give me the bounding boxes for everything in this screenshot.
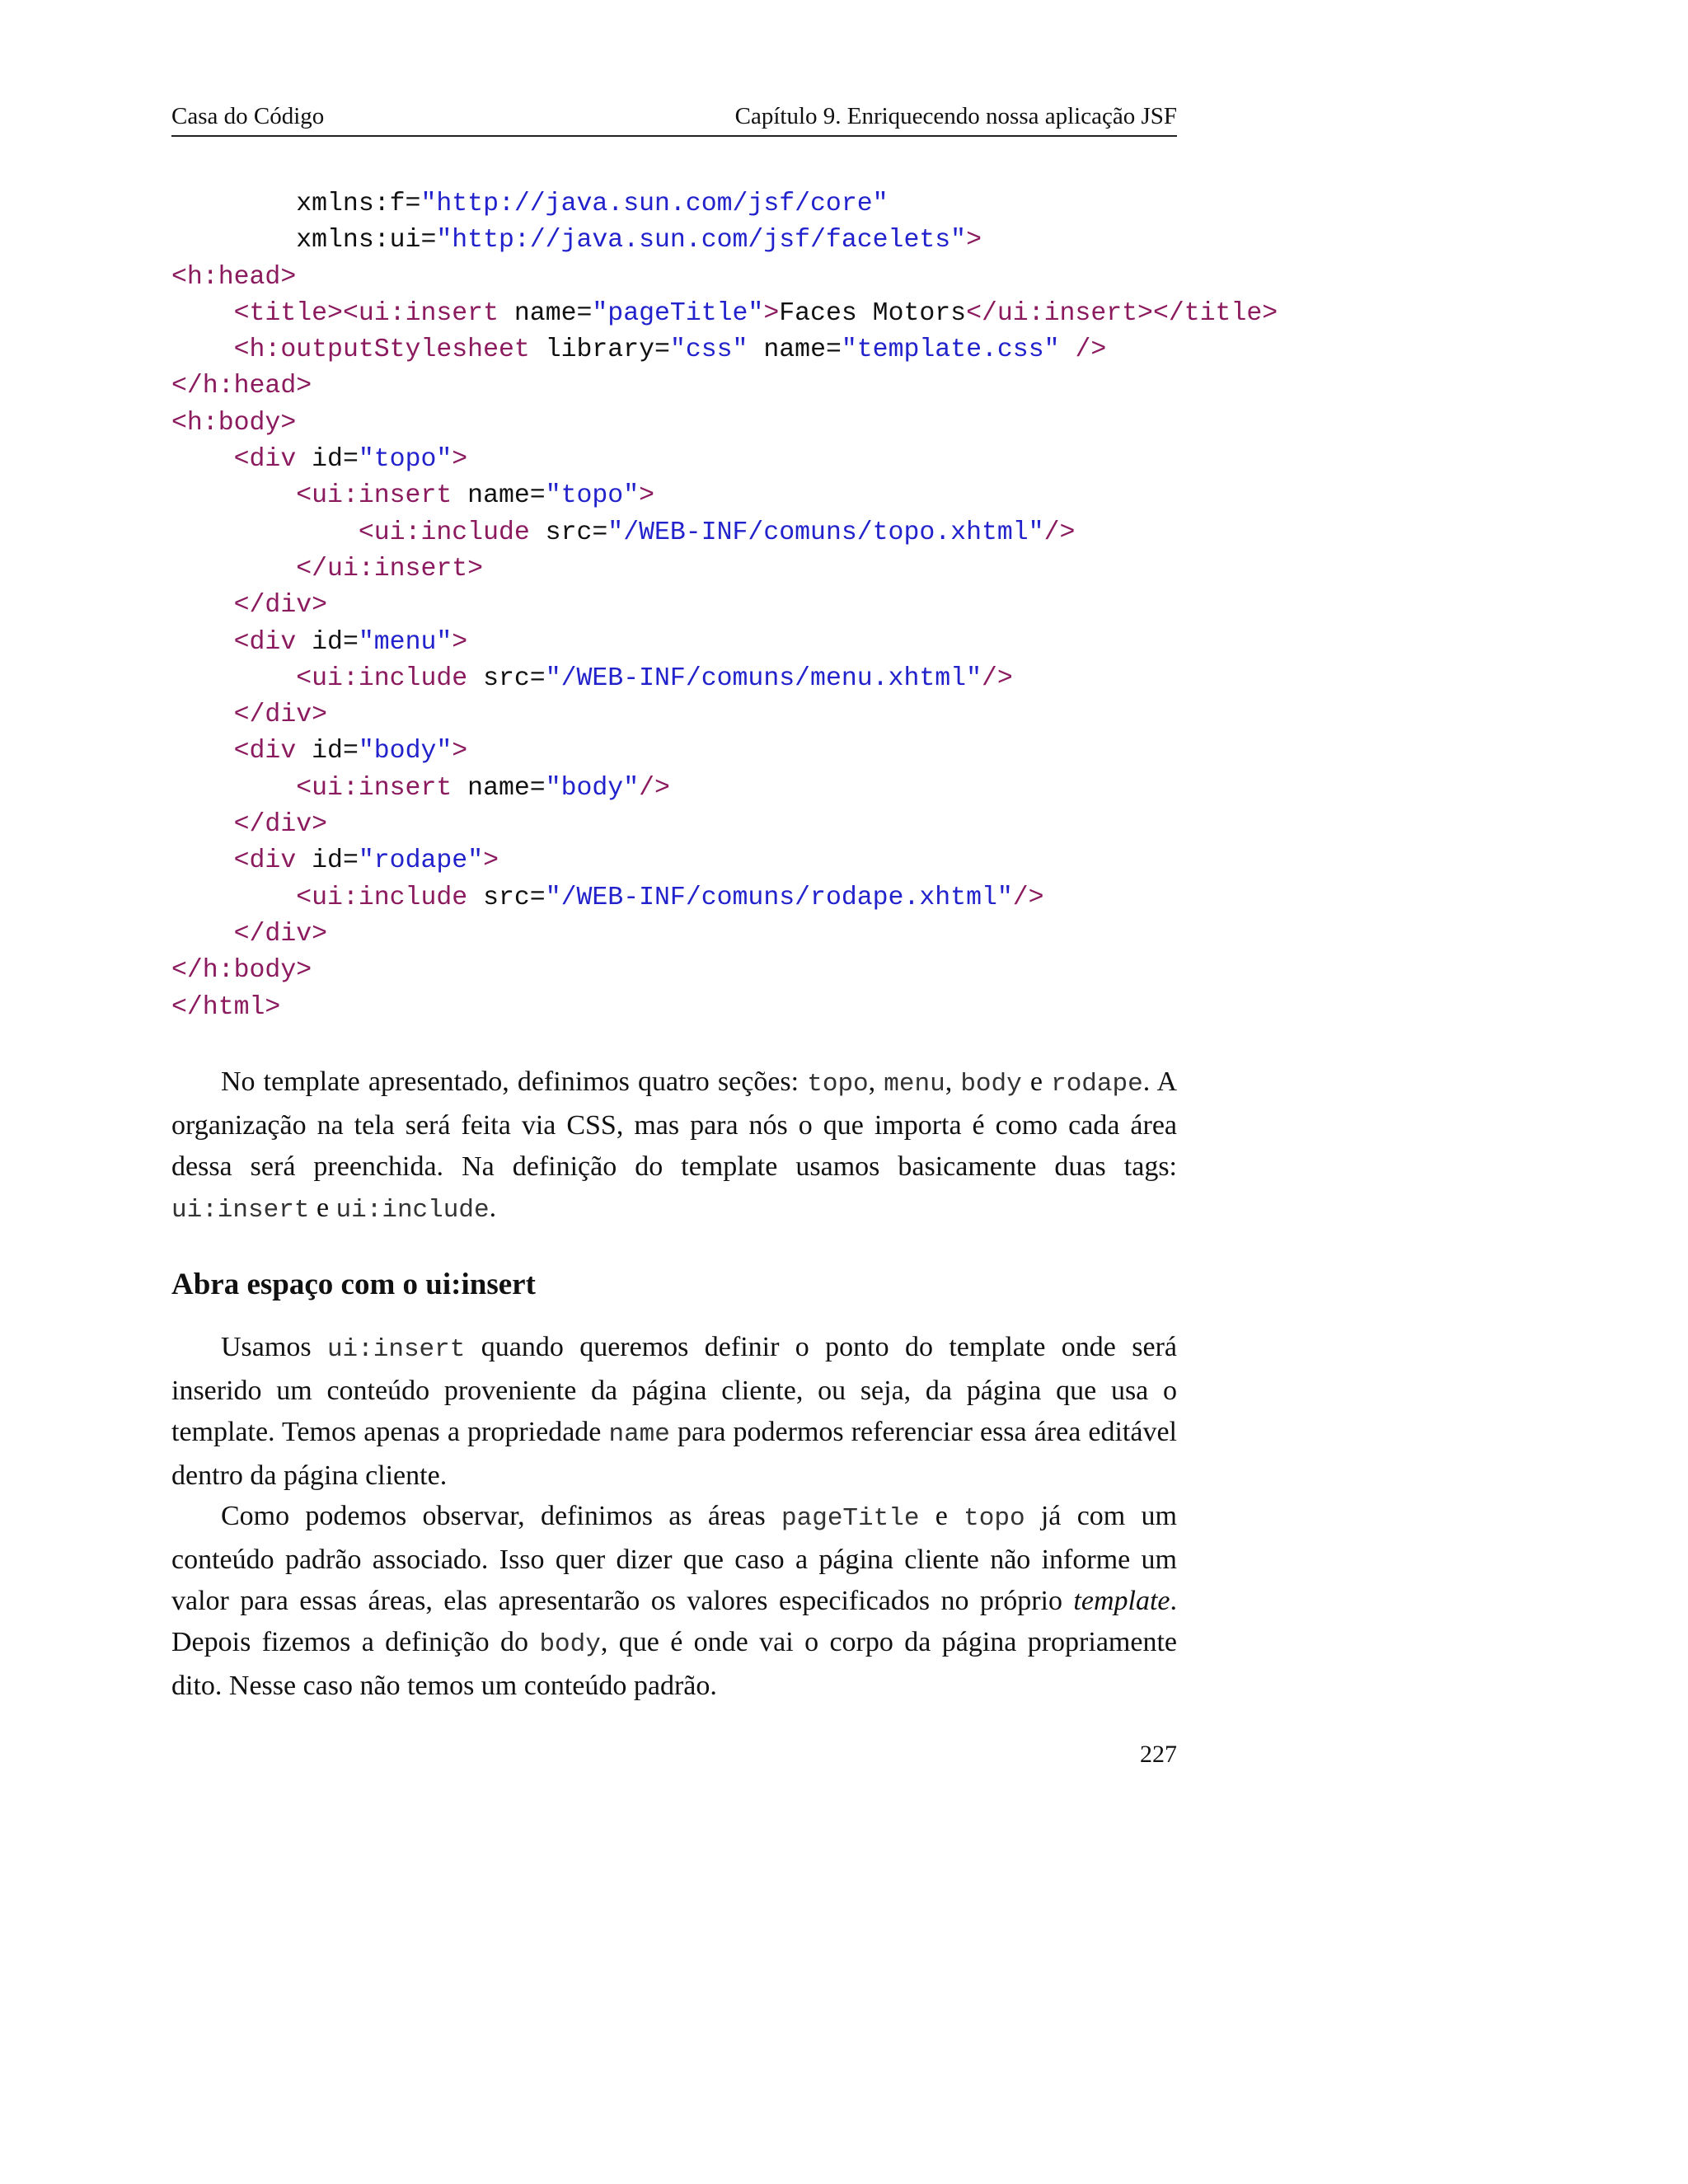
- text-run: ,: [868, 1066, 884, 1097]
- page-number: 227: [1140, 1741, 1177, 1768]
- emphasis: template: [1073, 1586, 1170, 1616]
- text-run: ,: [945, 1066, 961, 1097]
- text-run: para podermos referenciar essa área editável dentro da página cliente.: [171, 1417, 1177, 1491]
- inline-code: menu: [884, 1070, 945, 1099]
- code-line: </div>: [233, 591, 328, 621]
- code-line: </div>: [233, 919, 328, 949]
- text-run: Usamos: [221, 1332, 327, 1362]
- code-line: <h:body>: [171, 408, 297, 438]
- paragraph-default-content: [171, 1496, 1177, 1707]
- inline-code: name: [608, 1420, 670, 1449]
- inline-code: topo: [964, 1504, 1025, 1533]
- header-chapter-title: Capítulo 9. Enriquecendo nossa aplicação JSF: [734, 103, 1177, 129]
- text-run: e: [919, 1501, 964, 1531]
- code-line: <div id="menu">: [233, 627, 468, 657]
- code-line: <ui:insert name="topo">: [296, 481, 655, 511]
- text-run: quando queremos definir o ponto do template onde será inserido um conteúdo proveniente da página cliente, ou seja, da página que usa o template. Temos apenas a propriedade: [171, 1332, 1177, 1447]
- text-run: Como podemos observar, definimos as áreas: [221, 1501, 782, 1531]
- code-line: </div>: [233, 810, 328, 840]
- code-line: </div>: [233, 701, 328, 730]
- header-book-title: Casa do Código: [171, 103, 325, 129]
- code-line: </html>: [171, 992, 281, 1022]
- paragraph-sections-intro: [171, 1062, 1177, 1231]
- code-line: <ui:include src="/WEB-INF/comuns/menu.xhtml"/>: [296, 663, 1013, 693]
- inline-code: ui:insert: [326, 1335, 466, 1364]
- text-run: já com um conteúdo padrão associado. Isso quer dizer que caso a página cliente não informe um valor para essas áreas, elas apresentarão os valores especificados no próprio: [171, 1501, 1177, 1616]
- code-line: xmlns:ui="http://java.sun.com/jsf/facelets">: [171, 226, 982, 255]
- paragraph-ui-insert: [171, 1327, 1177, 1497]
- text-run: No template apresentado, definimos quatro seções:: [221, 1066, 808, 1097]
- code-line: <ui:insert name="body"/>: [296, 773, 670, 803]
- code-line: </ui:insert>: [296, 554, 484, 583]
- inline-code: topo: [807, 1070, 869, 1099]
- text-run: e: [309, 1193, 336, 1223]
- code-line: <div id="body">: [233, 737, 468, 766]
- code-line: <h:outputStylesheet library="css" name="template.css" />: [233, 335, 1107, 365]
- text-run: .: [489, 1193, 497, 1223]
- code-line: xmlns:f="http://java.sun.com/jsf/core": [171, 190, 889, 218]
- code-line: <ui:include src="/WEB-INF/comuns/rodape.xhtml"/>: [296, 883, 1044, 912]
- inline-code: body: [960, 1070, 1022, 1099]
- inline-code: ui:insert: [171, 1196, 310, 1225]
- text-run: . Depois fizemos a definição do: [171, 1586, 1177, 1657]
- inline-code: rodape: [1051, 1070, 1143, 1099]
- inline-code: pageTitle: [781, 1504, 920, 1533]
- text-run: e: [1021, 1066, 1052, 1097]
- code-line: </h:head>: [171, 372, 312, 401]
- code-listing: [171, 186, 1278, 1026]
- running-header: [171, 97, 1177, 137]
- text-run: . A organização na tela será feita via CSS, mas para nós o que importa é como cada área dessa será preenchida. Na definição do template usamos basicamente duas tags:: [171, 1066, 1178, 1182]
- section-heading: Abra espaço com o ui:insert: [171, 1268, 536, 1301]
- code-line: <div id="topo">: [233, 445, 468, 475]
- inline-code: body: [539, 1630, 601, 1659]
- code-line: <title><ui:insert name="pageTitle">Faces Motors</ui:insert></title>: [233, 298, 1278, 328]
- inline-code: ui:include: [335, 1196, 490, 1225]
- code-line: <ui:include src="/WEB-INF/comuns/topo.xhtml"/>: [358, 518, 1076, 547]
- code-line: <h:head>: [171, 262, 297, 292]
- text-run: , que é onde vai o corpo da página propriamente dito. Nesse caso não temos um conteúdo padrão.: [171, 1627, 1177, 1701]
- code-line: </h:body>: [171, 956, 312, 986]
- code-line: <div id="rodape">: [233, 846, 499, 876]
